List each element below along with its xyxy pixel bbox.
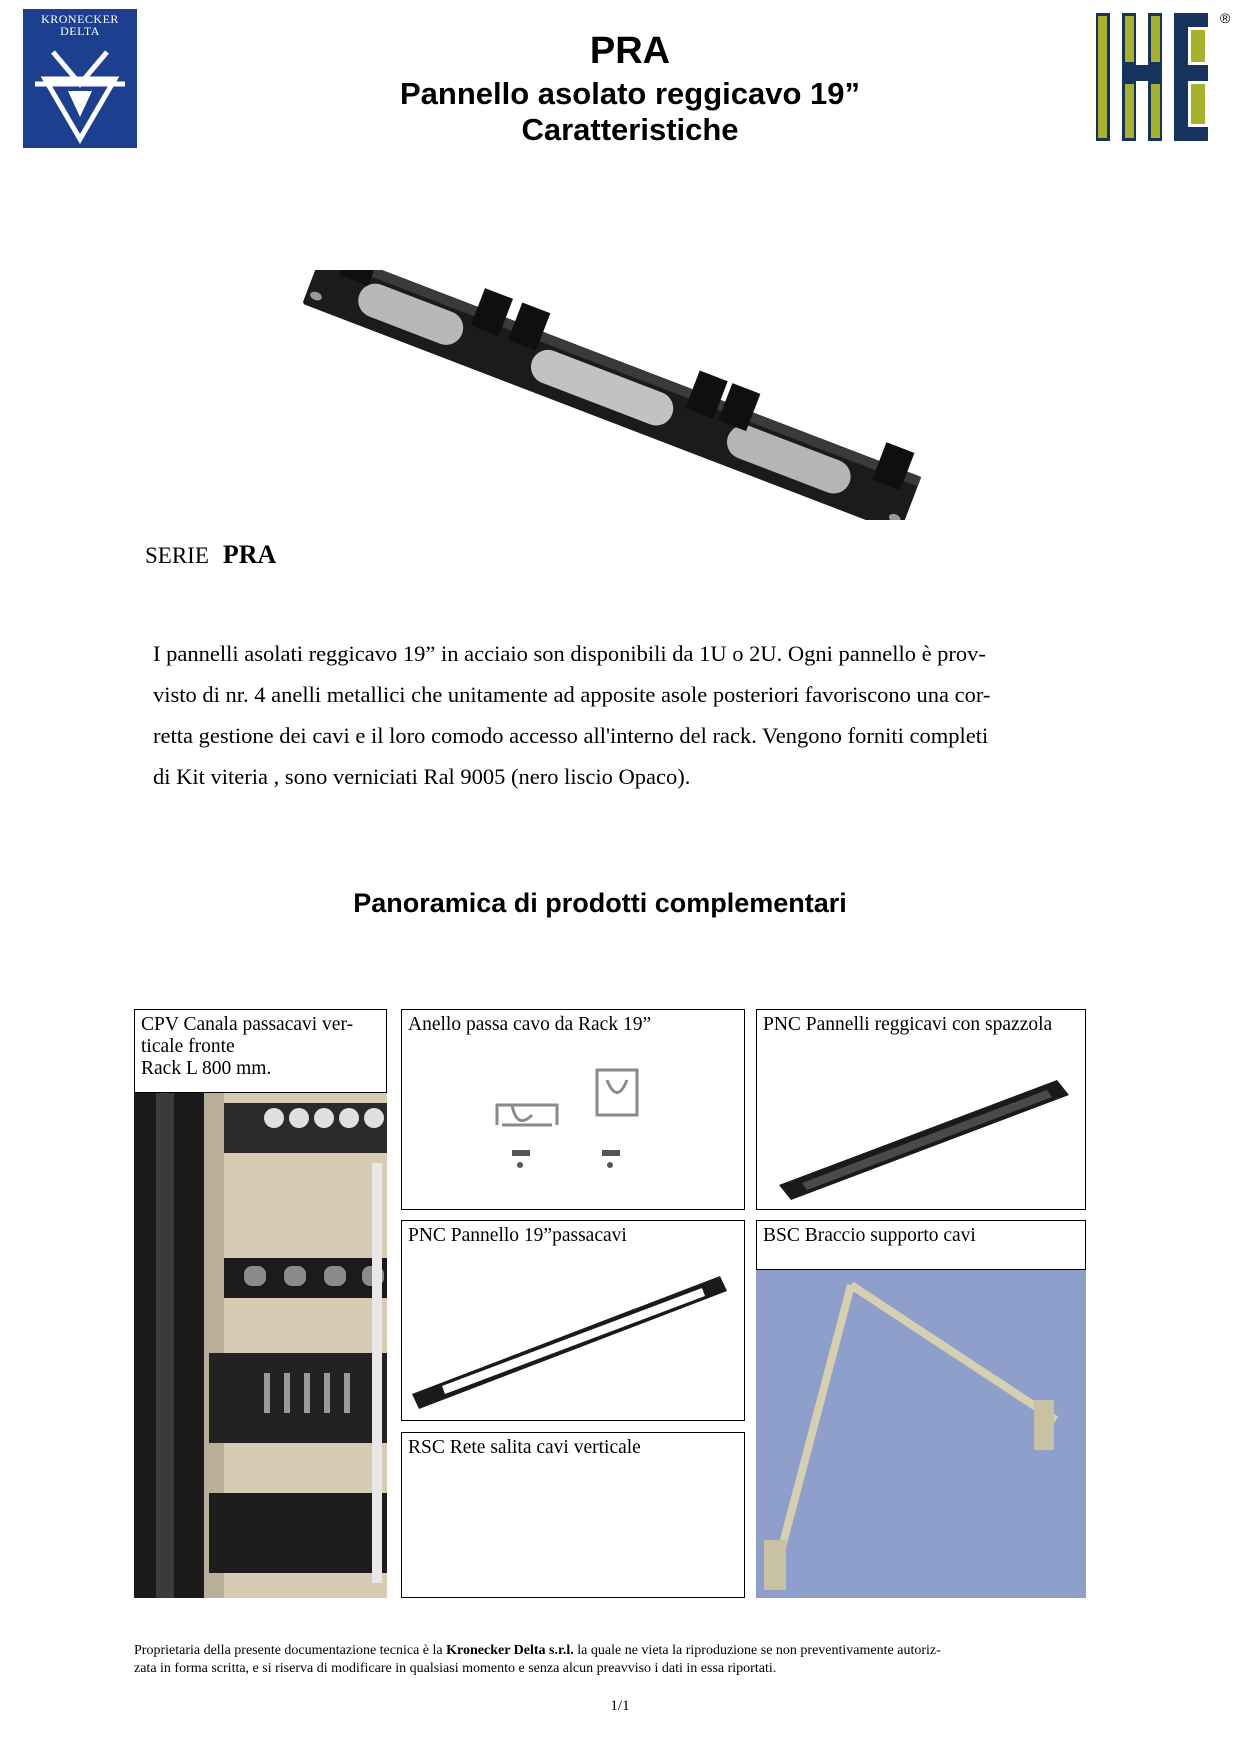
brush-panel-image	[757, 1045, 1083, 1205]
description-line: I pannelli asolati reggicavo 19” in acciaio son disponibili da 1U o 2U. Ogni pannello è prov-	[153, 641, 986, 666]
brand-mark-logo	[1096, 10, 1236, 145]
product-label-line: Rack L 800 mm.	[141, 1058, 272, 1079]
delta-emblem-icon	[23, 9, 137, 148]
product-label-pnc-spazzola: PNC Pannelli reggicavi con spazzola	[763, 1014, 1053, 1035]
registered-mark: ®	[1220, 10, 1231, 26]
page-subtitle-2: Caratteristiche	[521, 112, 739, 147]
serie-line	[145, 540, 276, 570]
page-title: PRA	[589, 30, 671, 72]
logo-brand-line-1: KRONECKER	[41, 12, 119, 26]
product-description	[153, 633, 1088, 797]
cable-pass-panel-image	[402, 1256, 742, 1416]
footer-disclaimer	[134, 1642, 1094, 1678]
description-line: visto di nr. 4 anelli metallici che unitamente ad apposite asole posteriori favoriscono una cor-	[153, 682, 991, 707]
kronecker-delta-logo	[23, 9, 137, 148]
product-label-bsc: BSC Braccio supporto cavi	[763, 1225, 976, 1246]
product-label-anello: Anello passa cavo da Rack 19”	[408, 1014, 652, 1035]
description-line: di Kit viteria , sono verniciati Ral 9005 (nero liscio Opaco).	[153, 764, 691, 789]
page-number: 1/1	[610, 1698, 630, 1714]
brand-mark-icon	[1096, 10, 1236, 145]
page-subtitle: Pannello asolato reggicavo 19”	[400, 76, 860, 111]
product-image-bsc	[756, 1270, 1086, 1598]
cable-ring-image	[402, 1060, 742, 1200]
footer-text: la quale ne vieta la riproduzione se non preventivamente autoriz-	[573, 1643, 941, 1658]
product-image-pra-panel	[295, 270, 925, 520]
logo-brand-line-2: DELTA	[60, 24, 100, 38]
footer-line-1	[134, 1642, 1094, 1660]
product-box-bsc	[756, 1220, 1086, 1270]
product-label-line: CPV Canala passacavi ver-	[141, 1014, 354, 1035]
product-image-cpv	[134, 1093, 387, 1598]
product-box-pnc-passacavi	[401, 1220, 745, 1421]
product-box-rsc	[401, 1432, 745, 1598]
description-line: retta gestione dei cavi e il loro comodo accesso all'interno del rack. Vengono forniti completi	[153, 723, 989, 748]
product-box-anello	[401, 1009, 745, 1210]
serie-label: SERIE	[145, 543, 209, 568]
footer-company: Kronecker Delta s.r.l.	[446, 1643, 574, 1658]
product-box-pnc-spazzola	[756, 1009, 1086, 1210]
footer-line-2: zata in forma scritta, e si riserva di modificare in qualsiasi momento e senza alcun preavviso i dati in essa riportati.	[134, 1661, 777, 1676]
product-label-line: ticale fronte	[141, 1036, 235, 1057]
section-title: Panoramica di prodotti complementari	[353, 888, 847, 918]
product-label-pnc-passacavi: PNC Pannello 19”passacavi	[408, 1225, 627, 1246]
serie-value: PRA	[222, 540, 277, 569]
product-box-cpv	[134, 1009, 387, 1093]
product-label-rsc: RSC Rete salita cavi verticale	[408, 1437, 641, 1458]
footer-text: Proprietaria della presente documentazione tecnica è la	[134, 1643, 447, 1658]
product-label-cpv	[141, 1014, 353, 1080]
